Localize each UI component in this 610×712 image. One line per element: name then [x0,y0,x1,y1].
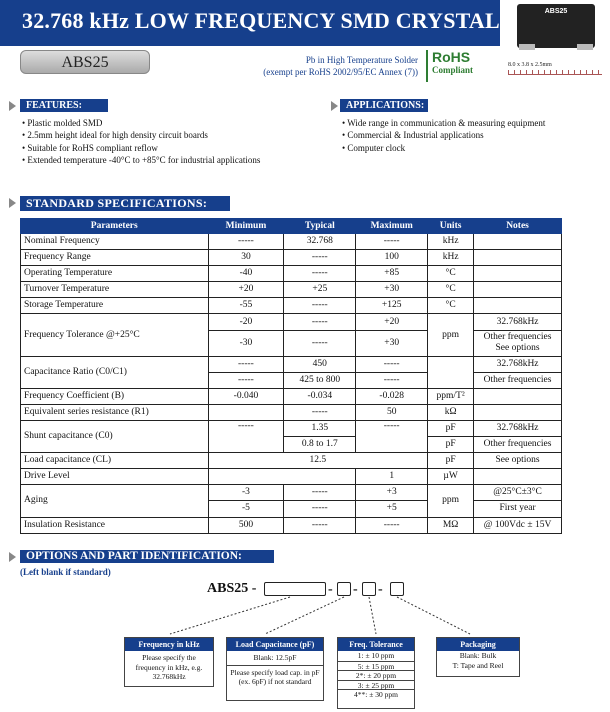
list-item: • Suitable for RoHS compliant reflow [22,142,260,154]
table-cell: °C [428,298,474,314]
table-cell: Equivalent series resistance (R1) [21,404,209,420]
list-item: • Plastic molded SMD [22,117,260,129]
list-item: 5: ± 15 ppm [338,661,414,671]
dash-separator: - [353,582,358,597]
table-cell: Turnover Temperature [21,282,209,298]
table-cell: +30 [356,330,428,356]
table-cell: +30 [356,282,428,298]
table-cell: -55 [208,298,284,314]
column-header: Maximum [356,219,428,234]
table-cell: 100 [356,250,428,266]
table-cell: Insulation Resistance [21,517,209,533]
list-item: • 2.5mm height ideal for high density circuit boards [22,129,260,141]
table-cell: 50 [356,404,428,420]
list-item: 2*: ± 20 ppm [338,670,414,680]
table-cell: ----- [284,485,356,501]
column-header: Units [428,219,474,234]
table-cell: Other frequencies [474,372,562,388]
table-cell: +3 [356,485,428,501]
table-cell: ----- [284,266,356,282]
compliance-line-1: Pb in High Temperature Solder [305,55,418,65]
table-cell: -0.034 [284,388,356,404]
table-cell: pF [428,437,474,453]
list-item: • Commercial & Industrial applications [342,129,545,141]
table-cell: ----- [356,517,428,533]
chip-label: ABS25 [544,8,568,15]
table-cell: ppm/T² [428,388,474,404]
frequency-option-text: Please specify the frequency in kHz, e.g. 32.768kHz [135,653,203,681]
table-cell: ----- [356,420,428,452]
table-cell: Aging [21,485,209,517]
table-cell: ----- [208,420,284,452]
dash-separator: - [378,582,383,597]
table-cell: +125 [356,298,428,314]
rohs-text: RoHS [432,49,471,65]
packaging-option-title: Packaging [437,638,519,651]
packaging-option-box [436,637,520,677]
table-cell: 450 [284,356,356,372]
table-cell: °C [428,266,474,282]
specifications-heading: STANDARD SPECIFICATIONS: [20,196,230,211]
options-subtitle: (Left blank if standard) [20,567,111,577]
table-cell: kHz [428,250,474,266]
table-cell: 32.768 [284,234,356,250]
table-cell: -0.040 [208,388,284,404]
applications-heading: APPLICATIONS: [340,99,428,112]
tolerance-option-title: Freq. Tolerance [338,638,414,651]
tolerance-option-box [337,637,415,709]
table-cell: 30 [208,250,284,266]
table-cell: ----- [208,372,284,388]
table-cell: Operating Temperature [21,266,209,282]
list-item: • Computer clock [342,142,545,154]
table-cell: Capacitance Ratio (C0/C1) [21,356,209,388]
table-cell: ----- [284,404,356,420]
column-header: Notes [474,219,562,234]
table-cell: pF [428,453,474,469]
features-heading: FEATURES: [20,99,108,112]
page-title: 32.768 kHz LOW FREQUENCY SMD CRYSTAL [0,0,500,46]
table-cell: 32.768kHz [474,314,562,330]
table-cell: 0.8 to 1.7 [284,437,356,453]
list-item: T: Tape and Reel [452,660,504,670]
load-capacitance-default: Blank: 12.5pF [227,651,323,666]
table-cell: kΩ [428,404,474,420]
table-cell: pF [428,420,474,436]
list-item: • Wide range in communication & measuring equipment [342,117,545,129]
table-cell: 32.768kHz [474,356,562,372]
table-cell: -40 [208,266,284,282]
table-cell: Nominal Frequency [21,234,209,250]
table-cell: 1.35 [284,420,356,436]
table-cell: +85 [356,266,428,282]
table-cell: See options [474,453,562,469]
table-cell: ----- [356,234,428,250]
list-item: • Extended temperature -40°C to +85°C for industrial applications [22,154,260,166]
table-cell: 32.768kHz [474,420,562,436]
table-cell: -20 [208,314,284,330]
table-cell: ----- [356,356,428,372]
column-header: Parameters [21,219,209,234]
table-cell: Frequency Tolerance @+25°C [21,314,209,356]
table-cell: -30 [208,330,284,356]
table-cell: ppm [428,314,474,356]
column-header: Typical [284,219,356,234]
table-cell: ----- [284,314,356,330]
table-cell: +25 [284,282,356,298]
table-cell: Frequency Range [21,250,209,266]
table-cell: ----- [284,501,356,517]
list-item: 4**: ± 30 ppm [338,689,414,699]
table-cell: @ 100Vdc ± 15V [474,517,562,533]
column-header: Minimum [208,219,284,234]
table-cell: First year [474,501,562,517]
table-cell: Storage Temperature [21,298,209,314]
options-heading: OPTIONS AND PART IDENTIFICATION: [20,550,274,563]
list-item: Blank: Bulk [459,651,497,660]
frequency-option-title: Frequency in kHz [125,638,213,651]
table-cell: 1 [356,469,428,485]
table-cell: ppm [428,485,474,517]
table-cell: 500 [208,517,284,533]
table-cell: ----- [208,234,284,250]
table-cell: ----- [208,356,284,372]
table-cell: Other frequencies [474,437,562,453]
part-number-prefix: ABS25 - [207,581,257,596]
table-cell: ----- [284,298,356,314]
table-cell: Load capacitance (CL) [21,453,209,469]
table-cell: ----- [284,330,356,356]
table-cell: +5 [356,501,428,517]
frequency-option-box [124,637,214,687]
load-capacitance-option-box [226,637,324,701]
dash-separator: - [328,582,333,597]
table-cell: Frequency Coefficient (B) [21,388,209,404]
table-cell: -5 [208,501,284,517]
compliance-line-2: (exempt per RoHS 2002/95/EC Annex (7)) [263,67,418,77]
table-cell: Drive Level [21,469,209,485]
load-capacitance-option-title: Load Capacitance (pF) [227,638,323,651]
model-badge: ABS25 [20,50,150,74]
table-cell: kHz [428,234,474,250]
table-cell: ----- [356,372,428,388]
list-item: 3: ± 25 ppm [338,680,414,690]
list-item: 1: ± 10 ppm [357,651,395,660]
table-cell: ----- [284,250,356,266]
table-cell: ----- [284,517,356,533]
table-cell: MΩ [428,517,474,533]
table-cell: °C [428,282,474,298]
table-cell: +20 [208,282,284,298]
table-cell: 12.5 [208,453,428,469]
table-cell: µW [428,469,474,485]
rohs-compliant-text: Compliant [432,65,474,75]
table-cell: Shunt capacitance (C0) [21,420,209,452]
dimensions-label: 8.0 x 3.8 x 2.5mm [508,62,552,68]
table-cell: @25°C±3°C [474,485,562,501]
table-cell: Other frequencies See options [474,330,562,356]
table-cell: -3 [208,485,284,501]
load-capacitance-text: Please specify load cap. in pF (ex. 6pF) if not standard [230,667,320,686]
table-cell: +20 [356,314,428,330]
table-cell: 425 to 800 [284,372,356,388]
table-cell: -0.028 [356,388,428,404]
